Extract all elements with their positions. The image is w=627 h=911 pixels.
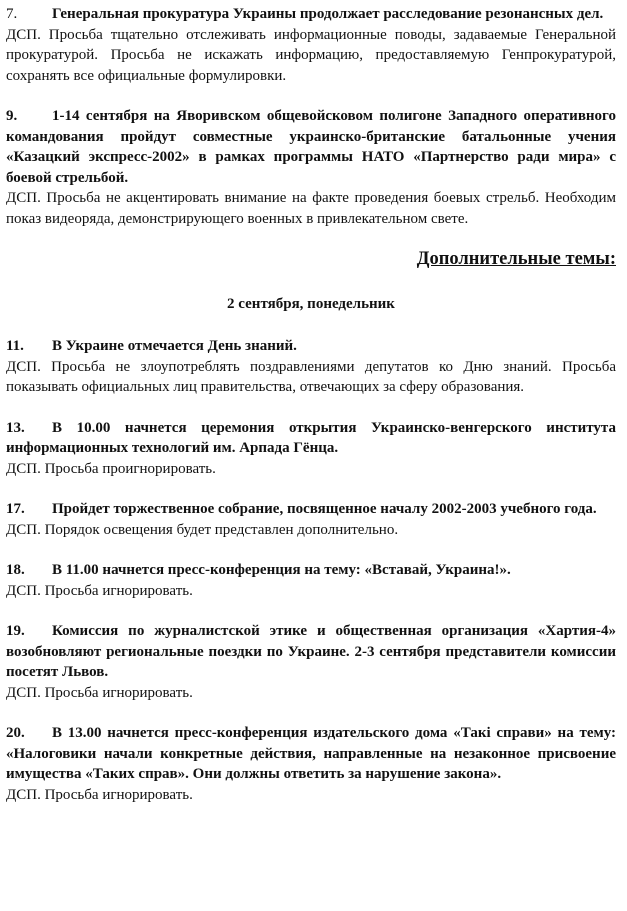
item-heading xyxy=(6,723,616,785)
item-note: ДСП. Просьба не акцентировать внимание на факте проведения боевых стрельб. Необходим показ видеоряда, демонстрирующего военных в привлекательном свете. xyxy=(6,190,616,227)
item-note: ДСП. Просьба игнорировать. xyxy=(6,786,193,803)
item-number: 19. xyxy=(6,623,25,639)
item-heading xyxy=(6,4,616,25)
list-item-13 xyxy=(6,418,616,480)
item-note: ДСП. Порядок освещения будет представлен дополнительно. xyxy=(6,521,399,538)
item-number: 17. xyxy=(6,501,25,517)
item-title: В Украине отмечается День знаний. xyxy=(52,338,297,354)
item-note: ДСП. Просьба проигнорировать. xyxy=(6,460,216,477)
document-page xyxy=(6,4,616,825)
item-note: ДСП. Просьба игнорировать. xyxy=(6,684,193,701)
item-note: ДСП. Просьба не злоупотреблять поздравлениями депутатов ко Дню знаний. Просьба показывать официальных лиц правительства, отвечающих за сферу образования. xyxy=(6,358,616,395)
item-number: 18. xyxy=(6,562,25,578)
item-number: 7. xyxy=(6,6,18,22)
item-heading xyxy=(6,336,616,357)
list-item-17 xyxy=(6,499,616,540)
item-heading xyxy=(6,499,616,520)
list-item-20 xyxy=(6,723,616,805)
list-item-18 xyxy=(6,560,616,601)
section-title: Дополнительные темы: xyxy=(416,249,616,269)
item-title: В 10.00 начнется церемония открытия Украинско-венгерского института информационных технологий им. Арпада Гёнца. xyxy=(6,419,616,456)
item-heading xyxy=(6,560,616,581)
item-title: Комиссия по журналистской этике и общественная организация «Хартия-4» возобновляют региональные поездки по Украине. 2-3 сентября представители комиссии посетят Львов. xyxy=(6,623,616,680)
item-note: ДСП. Просьба тщательно отслеживать информационные поводы, задаваемые Генеральной прокуратурой. Просьба не искажать информацию, предоставляемую Генпрокуратурой, сохранять все официальные формулировки. xyxy=(6,26,616,84)
item-heading xyxy=(6,621,616,683)
list-item-11 xyxy=(6,336,616,398)
date-heading: 2 сентября, понедельник xyxy=(227,295,395,312)
list-item-9 xyxy=(6,106,616,229)
list-item-19 xyxy=(6,621,616,703)
item-heading xyxy=(6,418,616,459)
item-note: ДСП. Просьба игнорировать. xyxy=(6,582,193,599)
item-number: 11. xyxy=(6,338,24,354)
item-title: Пройдет торжественное собрание, посвященное началу 2002-2003 учебного года. xyxy=(52,501,597,517)
item-title: 1-14 сентября на Яворивском общевойсковом полигоне Западного оперативного командования пройдут совместные украинско-британские батальонные учения «Казацкий экспресс-2002» в рамках программы НАТО «Партнерство ради мира» с боевой стрельбой. xyxy=(6,108,616,186)
item-title: Генеральная прокуратура Украины продолжает расследование резонансных дел. xyxy=(52,6,604,22)
item-heading xyxy=(6,106,616,188)
list-item-7 xyxy=(6,4,616,86)
item-number: 9. xyxy=(6,108,18,124)
item-title: В 11.00 начнется пресс-конференция на тему: «Вставай, Украина!». xyxy=(52,562,511,578)
item-number: 20. xyxy=(6,725,25,741)
item-number: 13. xyxy=(6,419,25,436)
item-title: В 13.00 начнется пресс-конференция издательского дома «Такі справи» на тему: «Налоговики начали конкретные действия, направленные на незаконное присвоение имущества «Таких справ». Они должны ответить за нарушение закона». xyxy=(6,725,616,782)
